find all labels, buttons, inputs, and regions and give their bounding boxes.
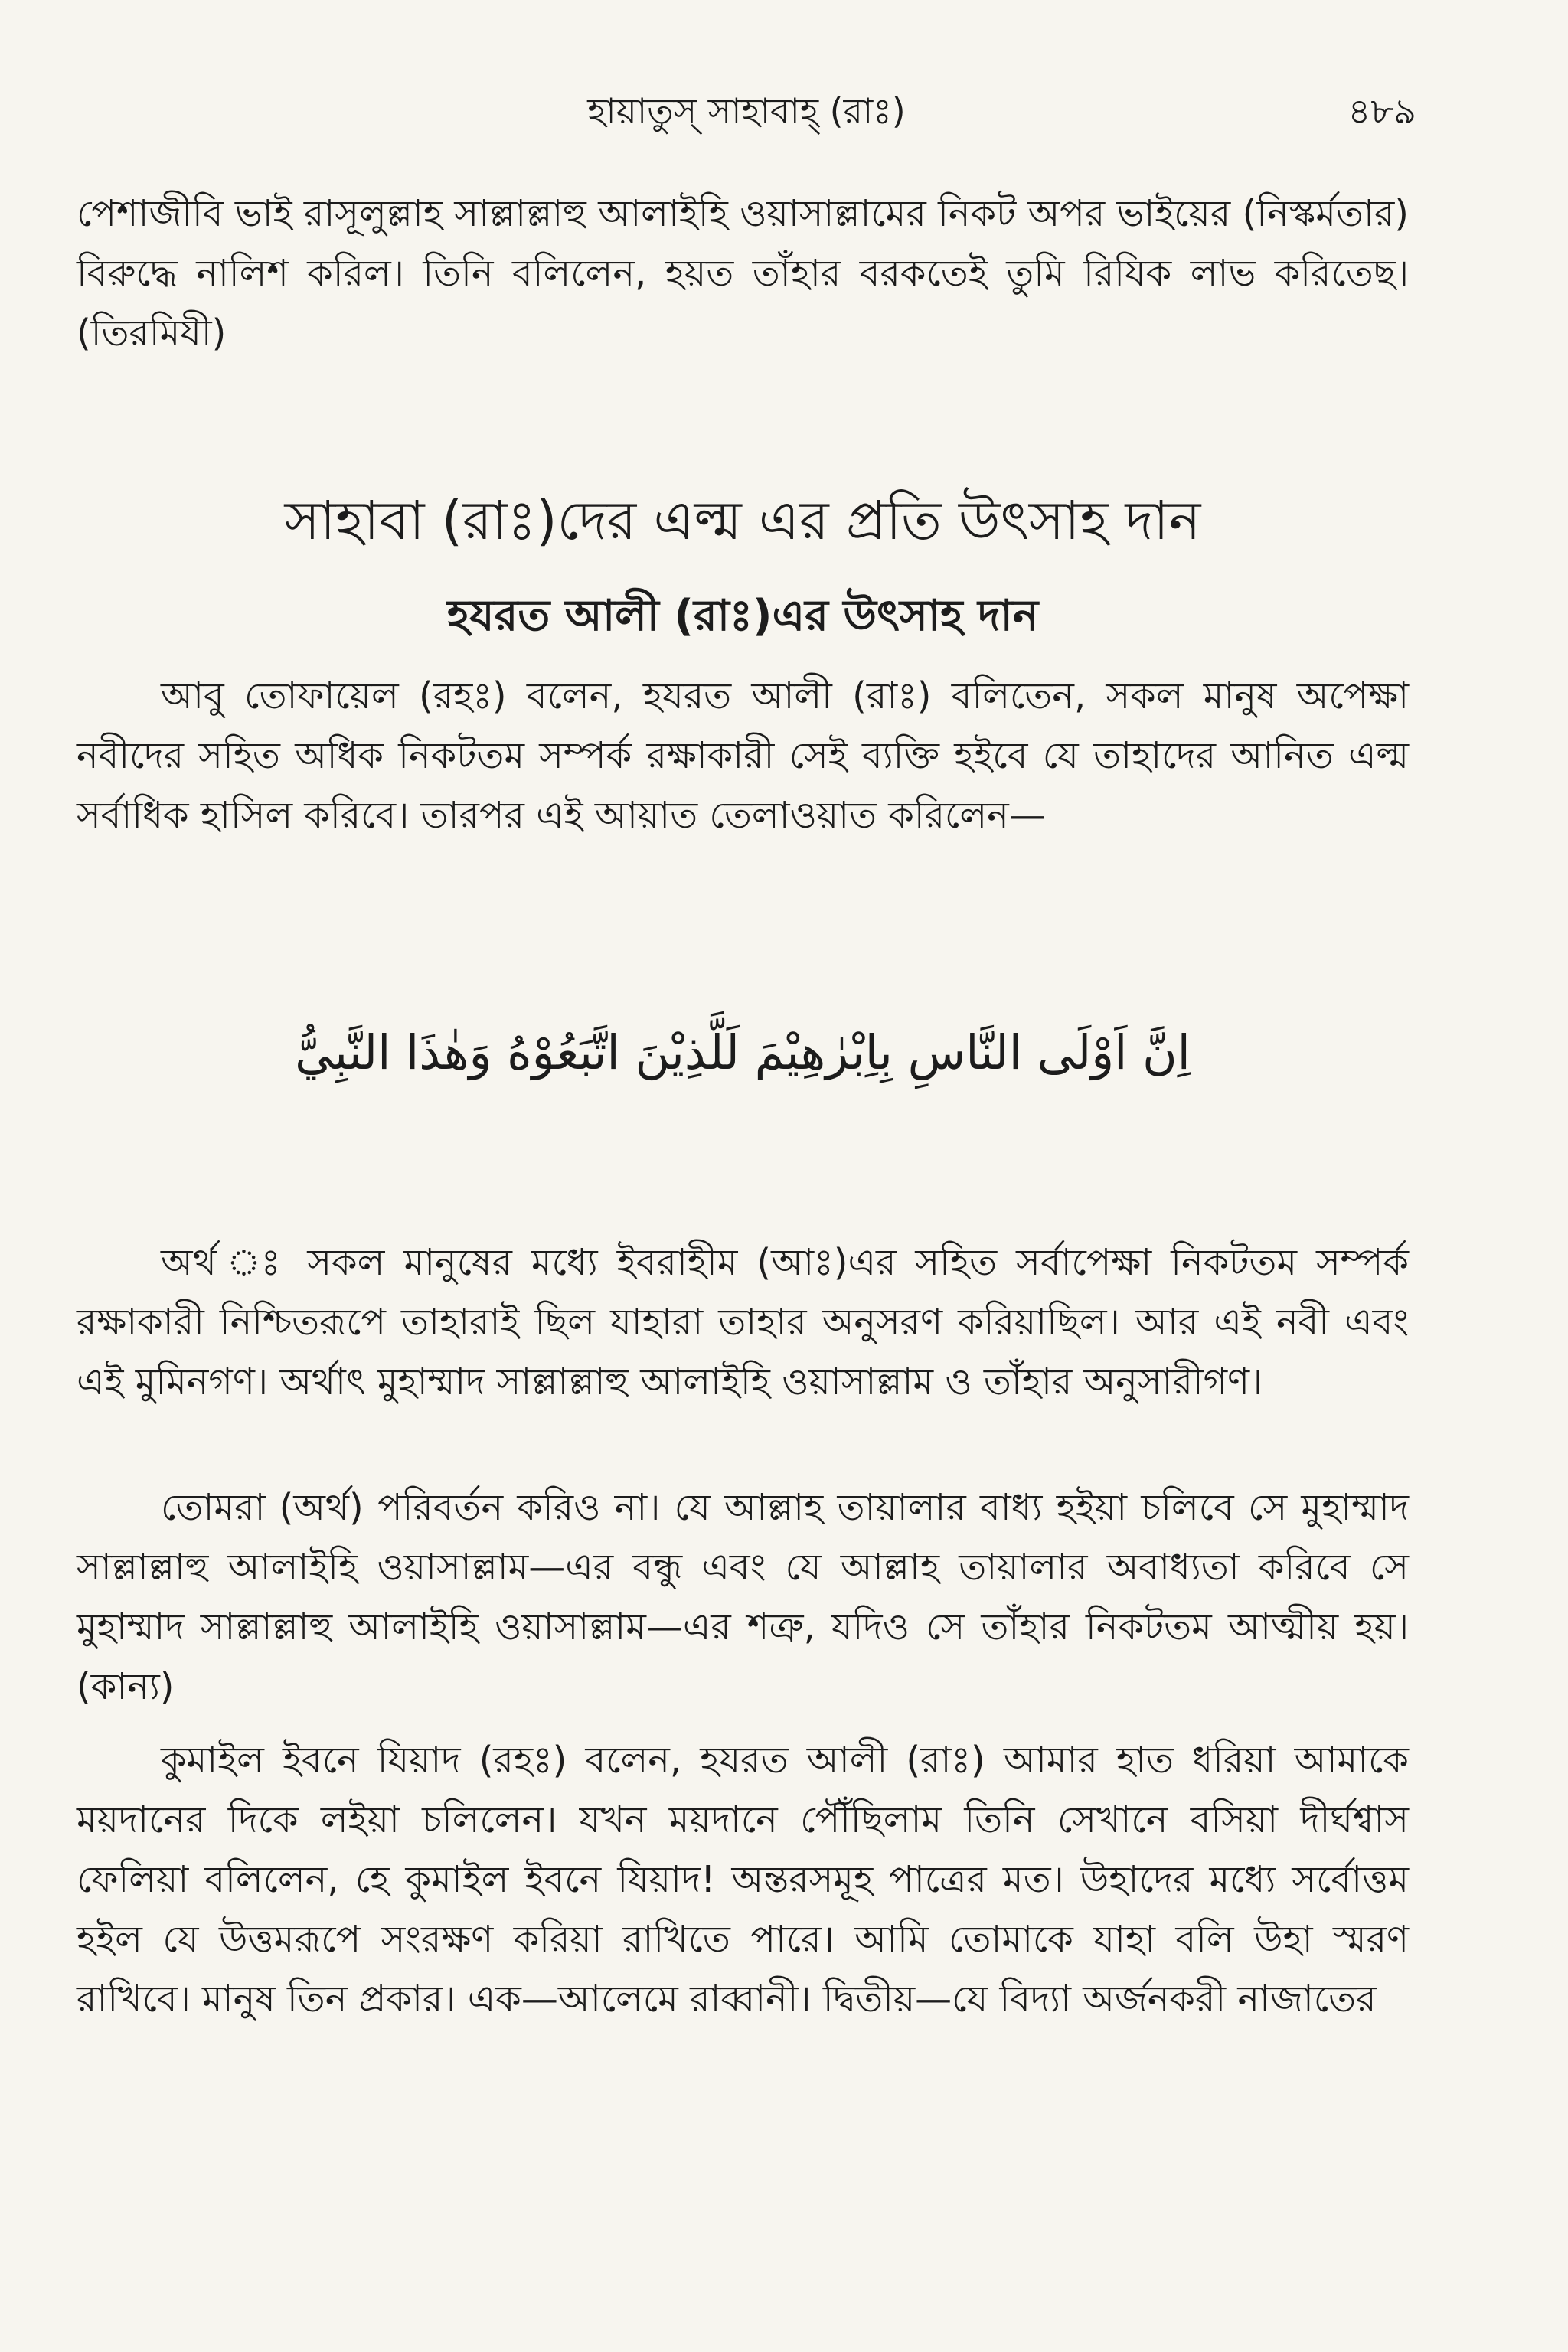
intro-paragraph: পেশাজীবি ভাই রাসূলুল্লাহ সাল্লাল্লাহু আলাইহি ওয়াসাল্লামের নিকট অপর ভাইয়ের (নিস্কর্মতার) বিরুদ্ধে নালিশ করিল। তিনি বলিলেন, হয়ত তাঁহার বরকতেই তুমি রিযিক লাভ করিতেছ। (তিরমিযী): [77, 192, 1409, 354]
abu-tofayel-paragraph-block: [77, 666, 1409, 845]
running-title: হায়াতুস্ সাহাবাহ্ (রাঃ): [587, 90, 906, 132]
do-not-change-paragraph-block: [77, 1478, 1409, 1717]
running-header: [77, 80, 1416, 142]
kumail-paragraph: কুমাইল ইবনে যিয়াদ (রহঃ) বলেন, হযরত আলী (রাঃ) আমার হাত ধরিয়া আমাকে ময়দানের দিকে লইয়া চলিলেন। যখন ময়দানে পৌঁছিলাম তিনি সেখানে বসিয়া দীর্ঘশ্বাস ফেলিয়া বলিলেন, হে কুমাইল ইবনে যিয়াদ! অন্তরসমূহ পাত্রের মত। উহাদের মধ্যে সর্বোত্তম হইল যে উত্তমরূপে সংরক্ষণ করিয়া রাখিতে পারে। আমি তোমাকে যাহা বলি উহা স্মরণ রাখিবে। মানুষ তিন প্রকার। এক—আলেমে রাব্বানী। দ্বিতীয়—যে বিদ্যা অর্জনকরী নাজাতের: [77, 1739, 1409, 2020]
subsection-heading: হযরত আলী (রাঃ)এর উৎসাহ দান: [446, 591, 1039, 641]
meaning-paragraph: অর্থ ঃ সকল মানুষের মধ্যে ইবরাহীম (আঃ)এর সহিত সর্বাপেক্ষা নিকটতম সম্পর্ক রক্ষাকারী নিশ্চিতরূপে তাহারাই ছিল যাহারা তাহার অনুসরণ করিয়াছিল। আর এই নবী এবং এই মুমিনগণ। অর্থাৎ মুহাম্মাদ সাল্লাল্লাহু আলাইহি ওয়াসাল্লাম ও তাঁহার অনুসারীগণ।: [77, 1241, 1409, 1403]
page-number: ৪৮৯: [1348, 90, 1416, 132]
meaning-paragraph-block: [77, 1233, 1409, 1412]
intro-paragraph-block: [77, 184, 1409, 363]
do-not-change-paragraph: তোমরা (অর্থ) পরিবর্তন করিও না। যে আল্লাহ তায়ালার বাধ্য হইয়া চলিবে সে মুহাম্মাদ সাল্লাল্লাহু আলাইহি ওয়াসাল্লাম—এর বন্ধু এবং যে আল্লাহ তায়ালার অবাধ্যতা করিবে সে মুহাম্মাদ সাল্লাল্লাহু আলাইহি ওয়াসাল্লাম—এর শত্রু, যদিও সে তাঁহার নিকটতম আত্মীয় হয়। (কান্য): [77, 1486, 1409, 1708]
abu-tofayel-paragraph: আবু তোফায়েল (রহঃ) বলেন, হযরত আলী (রাঃ) বলিতেন, সকল মানুষ অপেক্ষা নবীদের সহিত অধিক নিকটতম সম্পর্ক রক্ষাকারী সেই ব্যক্তি হইবে যে তাহাদের আনিত এল্ম সর্বাধিক হাসিল করিবে। তারপর এই আয়াত তেলাওয়াত করিলেন—: [77, 675, 1409, 837]
section-heading: সাহাবা (রাঃ)দের এল্ম এর প্রতি উৎসাহ দান: [284, 489, 1201, 552]
kumail-paragraph-block: [77, 1730, 1409, 2029]
arabic-verse: اِنَّ اَوْلَى النَّاسِ بِاِبْرٰهِيْمَ لَلَّذِيْنَ اتَّبَعُوْهُ وَهٰذَا النَّبِيُّ: [295, 1024, 1191, 1080]
